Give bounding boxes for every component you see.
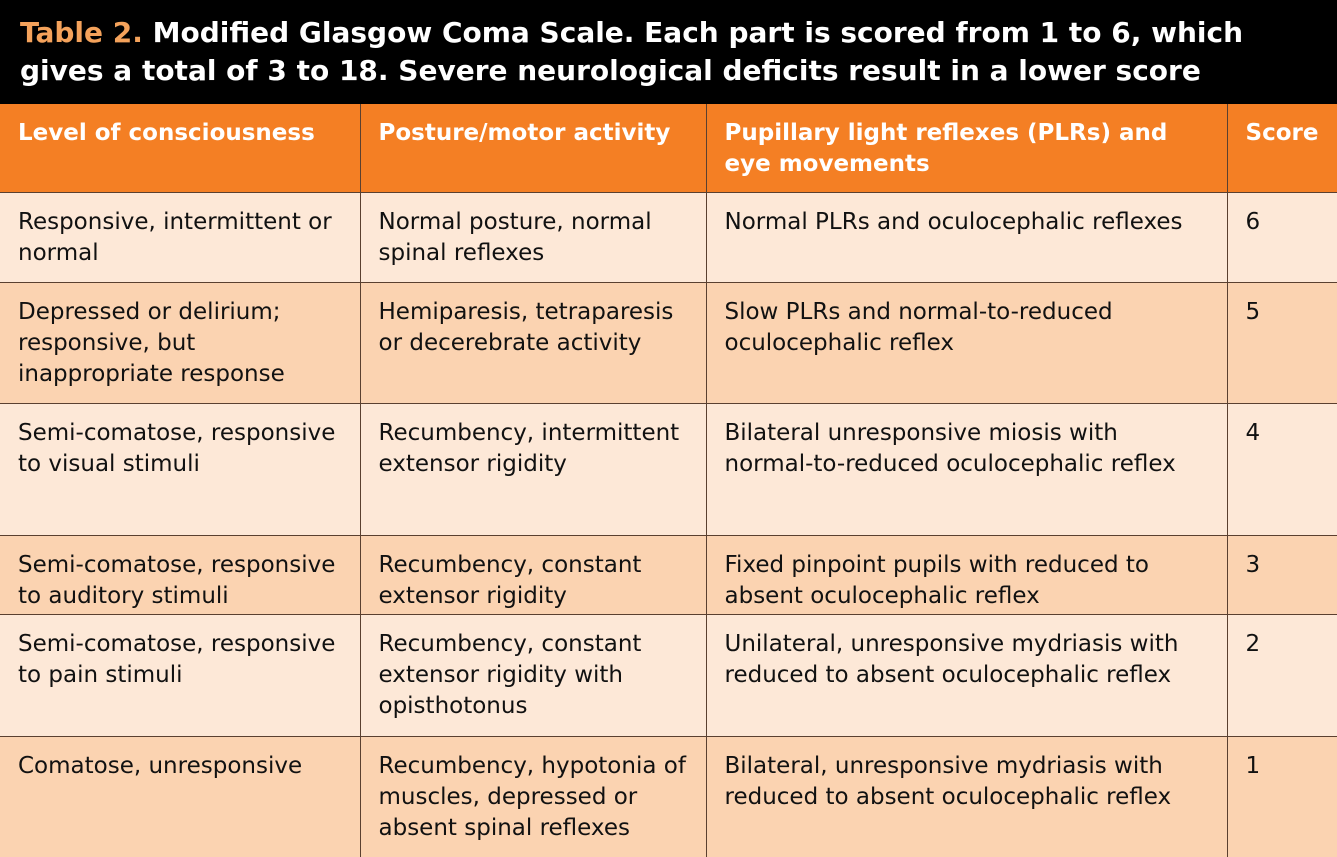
table-caption-text: Modified Glasgow Coma Scale. Each part is scored from 1 to 6, which gives a total of 3 to 18. Severe neurological deficits result in a lower score [20,16,1244,87]
header-consciousness: Level of consciousness [0,104,360,192]
cell-consciousness: Semi-comatose, responsive to auditory stimuli [0,535,360,614]
table-caption [0,0,1337,104]
header-row [0,104,1337,192]
cell-motor: Normal posture, normal spinal reflexes [360,192,706,282]
table-body [0,192,1337,857]
cell-motor: Recumbency, hypotonia of muscles, depressed or absent spinal reflexes [360,736,706,857]
table-row [0,614,1337,736]
header-motor: Posture/motor activity [360,104,706,192]
cell-motor: Recumbency, constant extensor rigidity with opisthotonus [360,614,706,736]
cell-reflexes: Bilateral unresponsive miosis with normal-to-reduced oculocephalic reflex [706,403,1227,535]
table-row [0,282,1337,403]
cell-reflexes: Unilateral, unresponsive mydriasis with reduced to absent oculocephalic reflex [706,614,1227,736]
cell-consciousness: Comatose, unresponsive [0,736,360,857]
table-header [0,104,1337,192]
cell-reflexes: Slow PLRs and normal-to-reduced oculocephalic reflex [706,282,1227,403]
table-row [0,736,1337,857]
cell-reflexes: Bilateral, unresponsive mydriasis with reduced to absent oculocephalic reflex [706,736,1227,857]
cell-reflexes: Fixed pinpoint pupils with reduced to absent oculocephalic reflex [706,535,1227,614]
cell-score: 4 [1227,403,1337,535]
cell-score: 1 [1227,736,1337,857]
cell-motor: Hemiparesis, tetraparesis or decerebrate activity [360,282,706,403]
cell-score: 2 [1227,614,1337,736]
cell-consciousness: Depressed or delirium; responsive, but inappropriate response [0,282,360,403]
table-row [0,403,1337,535]
cell-motor: Recumbency, intermittent extensor rigidity [360,403,706,535]
glasgow-coma-scale-table [0,104,1337,857]
table-row [0,535,1337,614]
cell-consciousness: Semi-comatose, responsive to pain stimuli [0,614,360,736]
cell-score: 6 [1227,192,1337,282]
table-row [0,192,1337,282]
cell-consciousness: Responsive, intermittent or normal [0,192,360,282]
table-caption-label: Table 2. [20,16,143,49]
header-reflexes: Pupillary light reflexes (PLRs) and eye movements [706,104,1227,192]
cell-score: 5 [1227,282,1337,403]
cell-motor: Recumbency, constant extensor rigidity [360,535,706,614]
cell-reflexes: Normal PLRs and oculocephalic reflexes [706,192,1227,282]
cell-consciousness: Semi-comatose, responsive to visual stimuli [0,403,360,535]
header-score: Score [1227,104,1337,192]
cell-score: 3 [1227,535,1337,614]
